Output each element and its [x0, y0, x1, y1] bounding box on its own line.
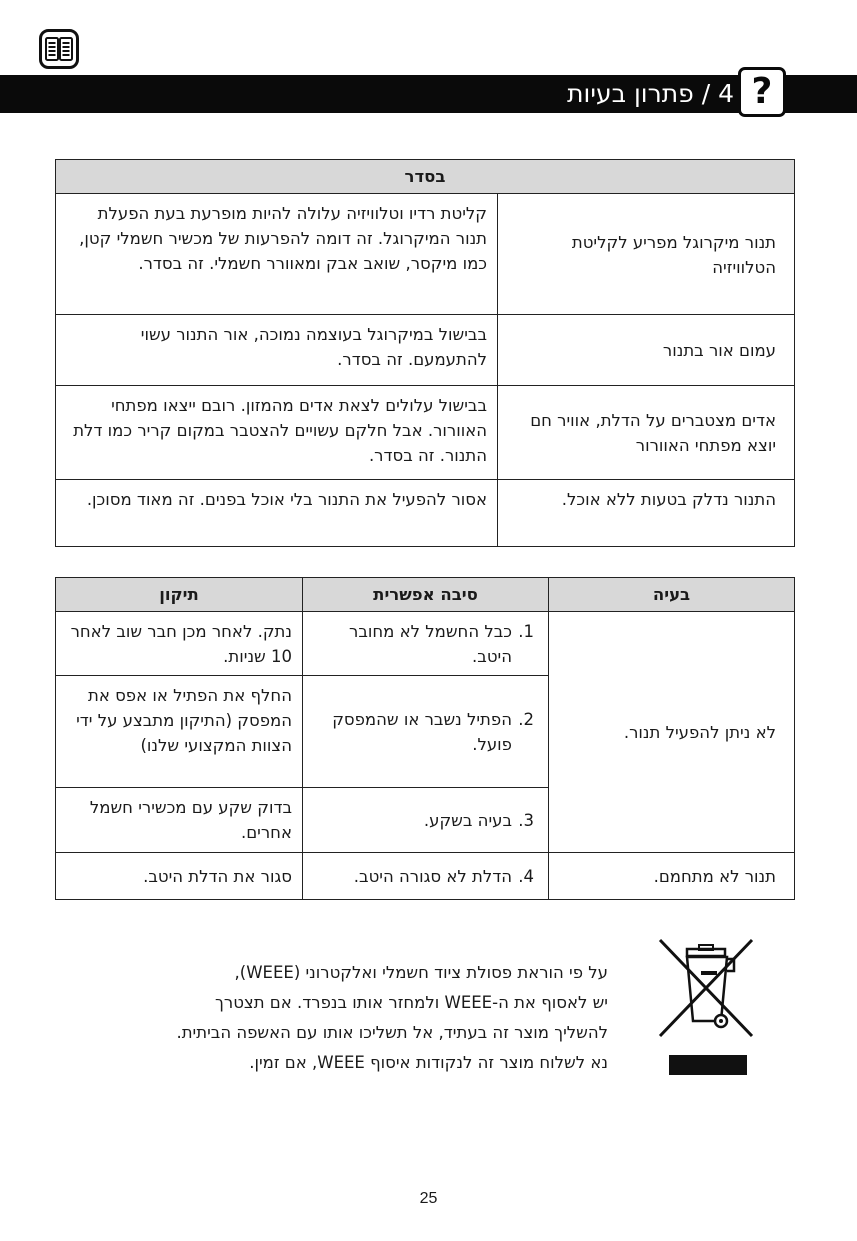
item-number: 1. [518, 622, 534, 641]
table-row [56, 612, 795, 676]
cause-text: הדלת לא סגורה היטב. [353, 867, 512, 886]
troubleshooting-table [55, 577, 795, 900]
section-title: 4 / פתרון בעיות [567, 79, 734, 108]
column-header-fix: תיקון [56, 578, 303, 612]
problem-cell: אדים מצטברים על הדלת, אוויר חם יוצא מפתחי האוורור [498, 386, 795, 480]
explanation-cell: בבישול במיקרוגל בעוצמה נמוכה, אור התנור עשוי להתעמעם. זה בסדר. [56, 315, 498, 386]
crossed-out-wheelie-bin-icon [657, 937, 755, 1077]
cause-text: כבל החשמל לא מחובר היטב. [349, 622, 512, 666]
cause-cell [303, 853, 549, 900]
table-row [56, 194, 795, 315]
cause-text: בעיה בשקע. [423, 811, 512, 830]
weee-line: להשליך מוצר זה בעתיד, אל תשליכו אותו עם האשפה הביתית. [176, 1023, 608, 1042]
cause-text: הפתיל נשבר או שהמפסק פועל. [332, 710, 512, 754]
column-header-problem: בעיה [549, 578, 795, 612]
table-heading: בסדר [56, 160, 795, 194]
weee-notice [80, 958, 608, 1078]
page-number: 25 [419, 1190, 438, 1207]
table-row [56, 386, 795, 480]
explanation-cell: קליטת רדיו וטלוויזיה עלולה להיות מופרעת בעת הפעלת תנור המיקרוגל. זה דומה להפרעות של מכשיר חשמלי קטן, כמו מיקסר, שואב אבק ומאוורר חשמלי. זה בסדר. [56, 194, 498, 315]
column-header-cause: סיבה אפשרית [303, 578, 549, 612]
cause-cell [303, 676, 549, 788]
table-row [56, 480, 795, 547]
fix-cell: סגור את הדלת היטב. [56, 853, 303, 900]
problem-cell: לא ניתן להפעיל תנור. [549, 612, 795, 853]
fix-cell: החלף את הפתיל או אפס את המפסק (התיקון מתבצע על ידי הצוות המקצועי שלנו) [56, 676, 303, 788]
explanation-cell: אסור להפעיל את התנור בלי אוכל בפנים. זה מאוד מסוכן. [56, 480, 498, 547]
normal-behaviour-table [55, 159, 795, 547]
table-row [56, 853, 795, 900]
item-number: 3. [518, 811, 534, 830]
weee-line: נא לשלוח מוצר זה לנקודות איסוף WEEE, אם זמין. [249, 1053, 608, 1072]
weee-line: יש לאסוף את ה-WEEE ולמחזר אותו בנפרד. אם תצטרך [215, 993, 608, 1012]
weee-line: על פי הוראת פסולת ציוד חשמלי ואלקטרוני (WEEE), [234, 963, 608, 982]
explanation-cell: בבישול עלולים לצאת אדים מהמזון. רובם ייצאו מפתחי האוורור. אבל חלקם עשויים להצטבר במקום קריר כמו דלת התנור. זה בסדר. [56, 386, 498, 480]
manual-book-icon [39, 29, 79, 69]
problem-cell: תנור מיקרוגל מפריע לקליטת הטלוויזיה [498, 194, 795, 315]
problem-cell: התנור נדלק בטעות ללא אוכל. [498, 480, 795, 547]
item-number: 4. [518, 867, 534, 886]
problem-cell: תנור לא מתחמם. [549, 853, 795, 900]
table-row [56, 315, 795, 386]
cause-cell [303, 788, 549, 853]
fix-cell: נתק. לאחר מכן חבר שוב לאחר 10 שניות. [56, 612, 303, 676]
item-number: 2. [518, 710, 534, 729]
problem-cell: עמום אור בתנור [498, 315, 795, 386]
cause-cell [303, 612, 549, 676]
fix-cell: בדוק שקע עם מכשירי חשמל אחרים. [56, 788, 303, 853]
question-mark-icon: ? [738, 67, 786, 117]
